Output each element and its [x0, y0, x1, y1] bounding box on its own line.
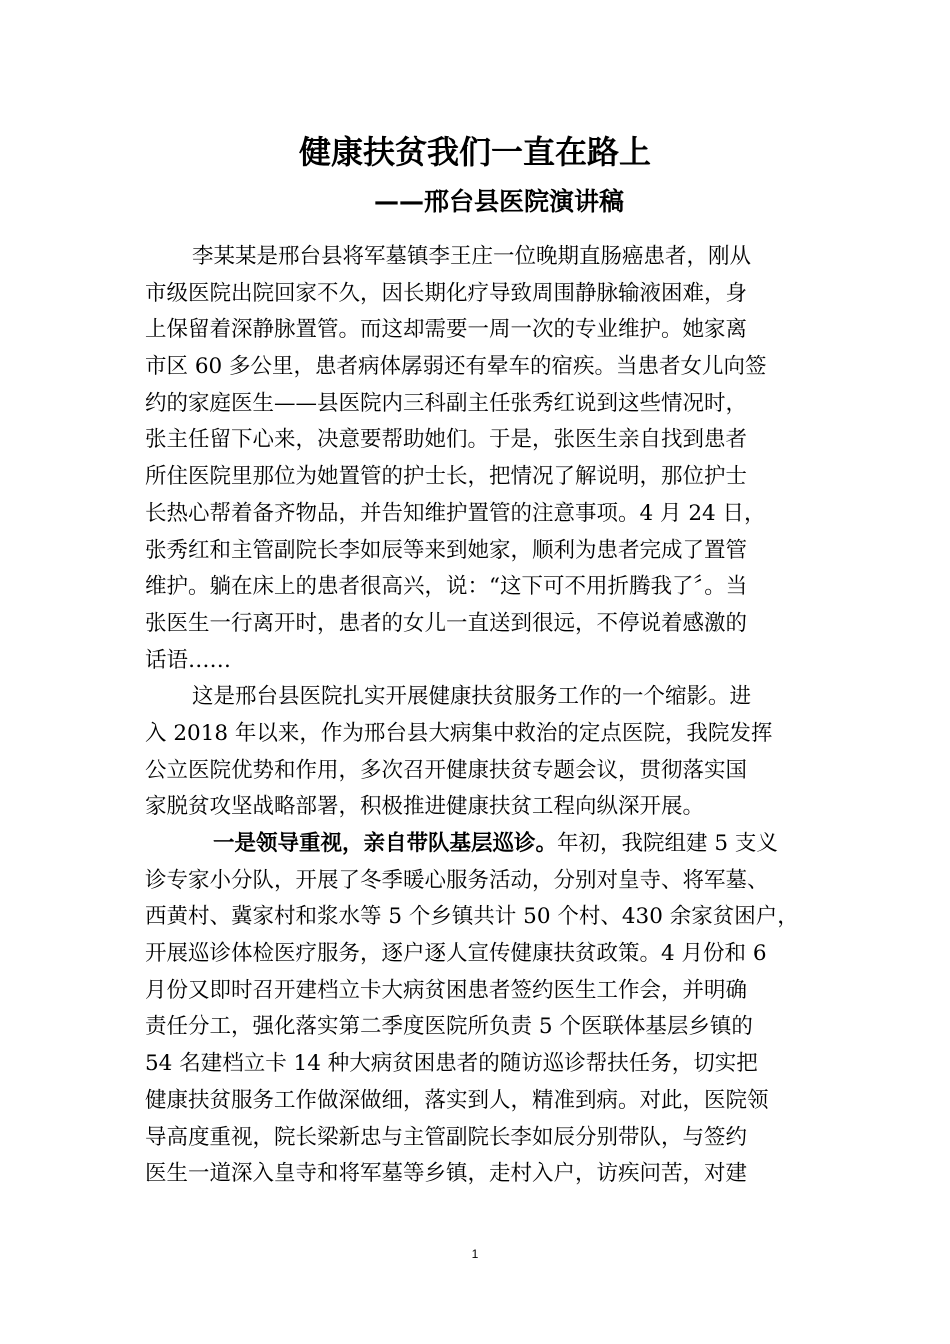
document-body — [145, 239, 810, 1193]
text-line: 诊专家小分队，开展了冬季暖心服务活动，分别对皇寺、将军墓、 — [145, 867, 769, 893]
text-line: 月份又即时召开建档立卡大病贫困患者签约医生工作会，并明确 — [145, 977, 748, 1003]
text-line: 公立医院优势和作用，多次召开健康扶贫专题会议，贯彻落实国 — [145, 757, 748, 783]
text-line: 健康扶贫服务工作做深做细，落实到人，精准到病。对此，医院领 — [145, 1087, 769, 1113]
page-number: 1 — [471, 1247, 479, 1261]
text-line: 李某某是邢台县将军墓镇李王庄一位晚期直肠癌患者，刚从 — [192, 244, 752, 269]
text-line — [145, 826, 810, 863]
text-line: 张主任留下心来，决意要帮助她们。于是，张医生亲自找到患者 — [145, 427, 748, 453]
text-line: 医生一道深入皇寺和将军墓等乡镇，走村入户，访疾问苦，对建 — [145, 1161, 748, 1187]
text-line: 家脱贫攻坚战略部署，积极推进健康扶贫工程向纵深开展。 — [145, 794, 705, 820]
text-span: 年初，我院组建 5 支义 — [557, 831, 778, 856]
text-line: 维护。躺在床上的患者很高兴，说：“这下可不用折腾我了〞。当 — [145, 574, 748, 600]
text-line: 上保留着深静脉置管。而这却需要一周一次的专业维护。她家离 — [145, 317, 748, 343]
text-line: 开展巡诊体检医疗服务，逐户逐人宣传健康扶贫政策。4 月份和 6 — [145, 941, 767, 967]
text-line: 张秀红和主管副院长李如辰等来到她家，顺利为患者完成了置管 — [145, 537, 748, 563]
text-line: 责任分工，强化落实第二季度医院所负责 5 个医联体基层乡镇的 — [145, 1014, 753, 1040]
text-line: 约的家庭医生——县医院内三科副主任张秀红说到这些情况时， — [145, 390, 748, 416]
text-line: 张医生一行离开时，患者的女儿一直送到很远，不停说着感激的 — [145, 610, 748, 636]
text-line: 54 名建档立卡 14 种大病贫困患者的随访巡诊帮扶任务，切实把 — [145, 1051, 758, 1077]
text-line: 这是邢台县医院扎实开展健康扶贫服务工作的一个缩影。进 — [192, 684, 752, 710]
text-line: 导高度重视，院长梁新忠与主管副院长李如辰分别带队，与签约 — [145, 1124, 748, 1150]
text-line: 长热心帮着备齐物品，并告知维护置管的注意事项。4 月 24 日， — [145, 500, 766, 526]
text-line: 西黄村、冀家村和浆水等 5 个乡镇共计 50 个村、430 余家贫困户， — [145, 904, 799, 930]
text-line: 市区 60 多公里，患者病体孱弱还有晕车的宿疾。当患者女儿向签 — [145, 354, 767, 380]
text-line: 所住医院里那位为她置管的护士长，把情况了解说明，那位护士 — [145, 464, 748, 490]
text-line: 话语…… — [145, 647, 232, 673]
page-title: 健康扶贫我们一直在路上 — [298, 133, 651, 171]
page-subtitle: ——邢台县医院演讲稿 — [373, 187, 624, 216]
bold-lead: 一是领导重视，亲自带队基层巡诊。 — [213, 831, 558, 856]
text-line: 市级医院出院回家不久，因长期化疗导致周围静脉输液困难，身 — [145, 280, 748, 306]
text-line: 入 2018 年以来，作为邢台县大病集中救治的定点医院，我院发挥 — [145, 720, 773, 746]
